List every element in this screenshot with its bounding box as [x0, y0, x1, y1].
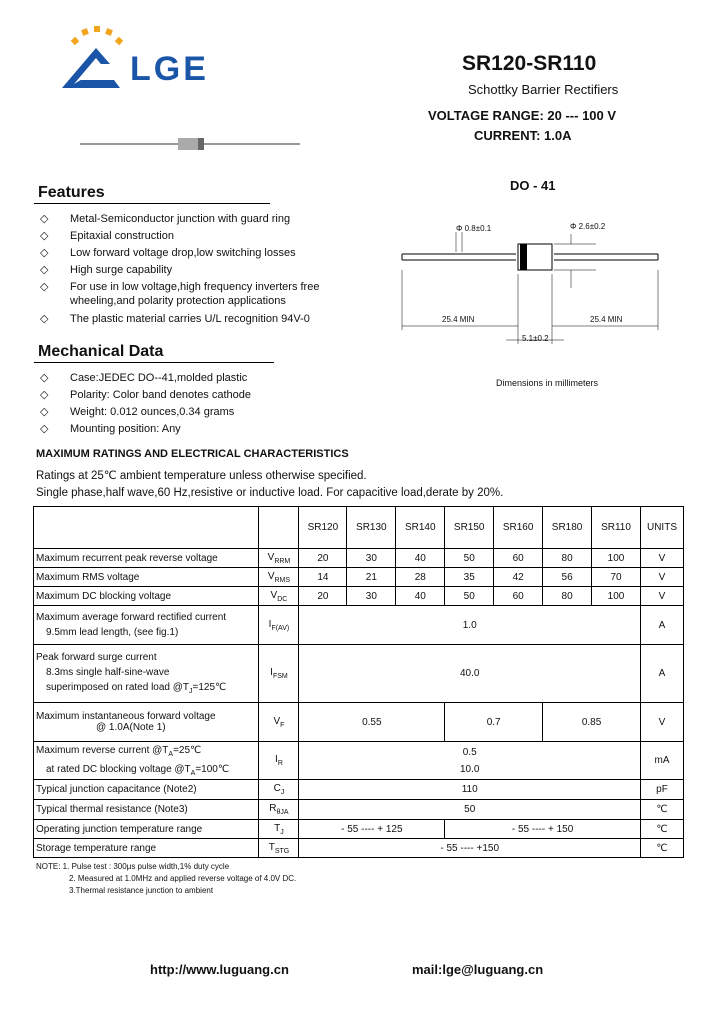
- column-header: SR160: [494, 507, 543, 549]
- symbol-cell: $V_{RMS}$: [259, 568, 299, 587]
- bullet-icon: ◇: [40, 247, 49, 259]
- param-cell: Maximum instantaneous forward voltage @ 1.0A(Note 1): [34, 703, 259, 742]
- ratings-note-1: Ratings at 25℃ ambient temperature unless otherwise specified.: [36, 470, 367, 482]
- value-cell: 110: [299, 780, 641, 800]
- mechanical-item: Weight: 0.012 ounces,0.34 grams: [70, 406, 235, 418]
- feature-item: The plastic material carries U/L recognition 94V-0: [70, 313, 310, 325]
- table-cell: [34, 507, 259, 549]
- param-cell: Maximum reverse current $@T_A=25℃$ at rated DC blocking voltage $@T_A=100℃$: [34, 742, 259, 780]
- symbol-cell: $R_{\theta JA}$: [259, 800, 299, 820]
- ratings-note-2: Single phase,half wave,60 Hz,resistive or inductive load. For capacitive load,derate by 20%.: [36, 487, 504, 499]
- value-cell: - 55 ---- +150: [299, 839, 641, 858]
- logo-text: LGE: [130, 50, 209, 88]
- table-row: [34, 800, 684, 820]
- mechanical-item: Mounting position: Any: [70, 423, 181, 435]
- table-cell: [259, 507, 299, 549]
- mechanical-item: Case:JEDEC DO--41,molded plastic: [70, 372, 248, 384]
- param-cell: Maximum RMS voltage: [34, 568, 259, 587]
- unit-cell: pF: [640, 780, 683, 800]
- value-cell: - 55 ---- + 150: [445, 820, 641, 839]
- value-cell: 20: [299, 587, 347, 606]
- value-cell: 50: [445, 587, 494, 606]
- feature-item: wheeling,and polarity protection applications: [70, 295, 286, 307]
- column-header: SR120: [299, 507, 347, 549]
- value-cell: 100: [592, 587, 641, 606]
- ratings-heading: MAXIMUM RATINGS AND ELECTRICAL CHARACTERISTICS: [36, 448, 349, 460]
- dim-right-lead: 25.4 MIN: [590, 315, 623, 324]
- table-row: [34, 820, 684, 839]
- unit-cell: ℃: [640, 800, 683, 820]
- features-rule: [34, 203, 270, 204]
- value-cell: 80: [543, 549, 592, 568]
- value-cell: 20: [299, 549, 347, 568]
- unit-cell: A: [640, 606, 683, 645]
- table-header-row: [34, 507, 684, 549]
- param-cell: Operating junction temperature range: [34, 820, 259, 839]
- unit-cell: ℃: [640, 839, 683, 858]
- table-row: [34, 839, 684, 858]
- symbol-cell: $V_{RRM}$: [259, 549, 299, 568]
- column-header: UNITS: [640, 507, 683, 549]
- symbol-cell: $T_{STG}$: [259, 839, 299, 858]
- symbol-cell: $V_{DC}$: [259, 587, 299, 606]
- feature-item: Epitaxial construction: [70, 230, 174, 242]
- table-row: [34, 742, 684, 780]
- unit-cell: V: [640, 703, 683, 742]
- param-cell: Storage temperature range: [34, 839, 259, 858]
- part-subtitle: Schottky Barrier Rectifiers: [468, 82, 619, 97]
- value-cell: 30: [347, 549, 396, 568]
- value-cell: 40: [396, 549, 445, 568]
- value-cell: 50: [299, 800, 641, 820]
- unit-cell: V: [640, 568, 683, 587]
- unit-cell: mA: [640, 742, 683, 780]
- value-cell: 0.5 10.0: [299, 742, 641, 780]
- table-row: [34, 568, 684, 587]
- value-cell: 28: [396, 568, 445, 587]
- bullet-icon: ◇: [40, 423, 49, 435]
- table-row: [34, 606, 684, 645]
- param-cell: Typical junction capacitance (Note2): [34, 780, 259, 800]
- dim-left-lead: 25.4 MIN: [442, 315, 475, 324]
- column-header: SR110: [592, 507, 641, 549]
- bullet-icon: ◇: [40, 230, 49, 242]
- table-row: [34, 645, 684, 703]
- symbol-cell: $I_R$: [259, 742, 299, 780]
- value-cell: 100: [592, 549, 641, 568]
- mechanical-rule: [34, 362, 274, 363]
- symbol-cell: $C_J$: [259, 780, 299, 800]
- feature-item: For use in low voltage,high frequency inverters free: [70, 281, 320, 293]
- column-header: SR180: [543, 507, 592, 549]
- bullet-icon: ◇: [40, 264, 49, 276]
- mechanical-item: Polarity: Color band denotes cathode: [70, 389, 252, 401]
- symbol-cell: $I_{F(AV)}$: [259, 606, 299, 645]
- mechanical-title: Mechanical Data: [38, 343, 164, 360]
- voltage-range: VOLTAGE RANGE: 20 --- 100 V: [428, 108, 617, 123]
- logo-mark-icon: [58, 20, 130, 92]
- value-cell: - 55 ---- + 125: [299, 820, 445, 839]
- bullet-icon: ◇: [40, 213, 49, 225]
- note-2: 2. Measured at 1.0MHz and applied reverse voltage of 4.0V DC.: [69, 874, 297, 883]
- param-cell: Typical thermal resistance (Note3): [34, 800, 259, 820]
- value-cell: 60: [494, 549, 543, 568]
- footer-url-link[interactable]: http://www.luguang.cn: [150, 962, 289, 977]
- value-cell: 35: [445, 568, 494, 587]
- column-header: SR150: [445, 507, 494, 549]
- footer-mail-link[interactable]: mail:lge@luguang.cn: [412, 962, 544, 977]
- unit-cell: V: [640, 587, 683, 606]
- part-title: SR120-SR110: [462, 52, 597, 75]
- param-cell: Maximum recurrent peak reverse voltage: [34, 549, 259, 568]
- bullet-icon: ◇: [40, 372, 49, 384]
- feature-item: High surge capability: [70, 264, 173, 276]
- column-header: SR130: [347, 507, 396, 549]
- bullet-icon: ◇: [40, 281, 49, 293]
- value-cell: 0.7: [445, 703, 543, 742]
- value-cell: 14: [299, 568, 347, 587]
- unit-cell: V: [640, 549, 683, 568]
- value-cell: 70: [592, 568, 641, 587]
- diode-image: [80, 136, 300, 152]
- symbol-cell: $I_{FSM}$: [259, 645, 299, 703]
- feature-item: Metal-Semiconductor junction with guard ring: [70, 213, 291, 225]
- table-row: [34, 587, 684, 606]
- package-name: DO - 41: [510, 178, 556, 193]
- dim-body-diameter: Φ 2.6±0.2: [570, 222, 606, 231]
- logo: [58, 20, 238, 100]
- value-cell: 1.0: [299, 606, 641, 645]
- table-row: [34, 703, 684, 742]
- value-cell: 60: [494, 587, 543, 606]
- value-cell: 50: [445, 549, 494, 568]
- unit-cell: ℃: [640, 820, 683, 839]
- note-3: 3.Thermal resistance junction to ambient: [69, 886, 214, 895]
- value-cell: 56: [543, 568, 592, 587]
- column-header: SR140: [396, 507, 445, 549]
- dim-body-length: 5.1±0.2: [522, 334, 549, 343]
- dim-lead-diameter: Φ 0.8±0.1: [456, 224, 492, 233]
- current-rating: CURRENT: 1.0A: [474, 128, 572, 143]
- param-cell: Peak forward surge current 8.3ms single half-sine-wave superimposed on rated load $@T_J=125℃$: [34, 645, 259, 703]
- symbol-cell: $V_F$: [259, 703, 299, 742]
- value-cell: 40: [396, 587, 445, 606]
- value-cell: 30: [347, 587, 396, 606]
- bullet-icon: ◇: [40, 406, 49, 418]
- value-cell: 42: [494, 568, 543, 587]
- value-cell: 40.0: [299, 645, 641, 703]
- ratings-table: [33, 506, 684, 858]
- table-row: [34, 780, 684, 800]
- bullet-icon: ◇: [40, 313, 49, 325]
- value-cell: 0.55: [299, 703, 445, 742]
- param-cell: Maximum DC blocking voltage: [34, 587, 259, 606]
- bullet-icon: ◇: [40, 389, 49, 401]
- note-1: NOTE: 1. Pulse test : 300μs pulse width,1% duty cycle: [36, 862, 230, 871]
- symbol-cell: $T_J$: [259, 820, 299, 839]
- features-title: Features: [38, 184, 105, 201]
- feature-item: Low forward voltage drop,low switching losses: [70, 247, 296, 259]
- param-cell: Maximum average forward rectified current 9.5mm lead length, (see fig.1): [34, 606, 259, 645]
- value-cell: 21: [347, 568, 396, 587]
- dimensions-note: Dimensions in millimeters: [496, 378, 599, 388]
- value-cell: 0.85: [543, 703, 641, 742]
- table-row: [34, 549, 684, 568]
- unit-cell: A: [640, 645, 683, 703]
- value-cell: 80: [543, 587, 592, 606]
